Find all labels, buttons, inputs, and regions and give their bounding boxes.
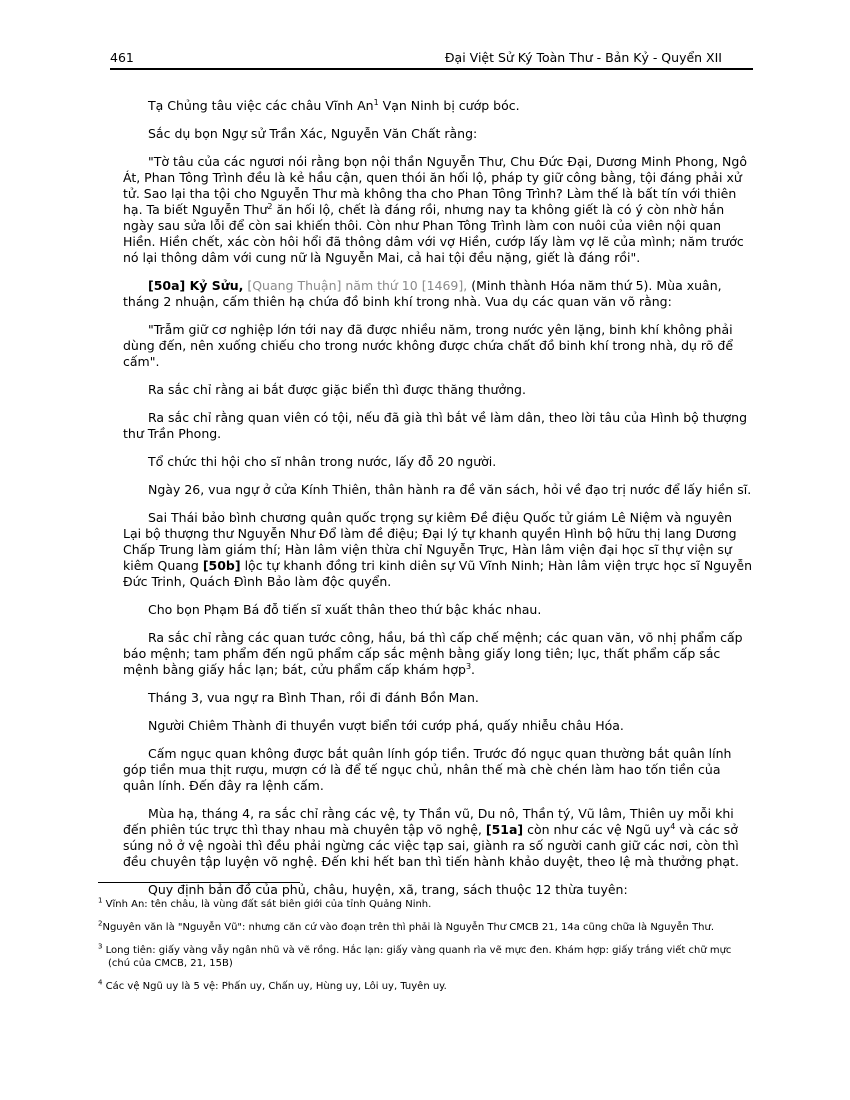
paragraph-16	[123, 806, 753, 870]
body-text	[123, 98, 753, 910]
text-run: còn như các vệ Ngũ uy	[523, 822, 671, 837]
footnote-4	[98, 980, 753, 993]
paragraph-11: Cho bọn Phạm Bá đỗ tiến sĩ xuất thân theo thứ bậc khác nhau.	[148, 602, 542, 617]
footnote-text: Nguyên văn là "Nguyễn Vũ": nhưng căn cứ vào đoạn trên thì phải là Nguyễn Thư CMCB 21, 14a cũng chữa là Nguyễn Thư.	[102, 922, 715, 933]
era-note: [Quang Thuận] năm thứ 10 [1469],	[243, 278, 468, 293]
text-run: .	[471, 662, 476, 677]
footnote-2	[98, 921, 753, 934]
text-run: Sai Thái bảo bình chương quân quốc trọng sự kiêm Đề điệu Quốc tử giám Lê Niệm và nguyên Lại bộ thượng thư Nguyễn Như Đổ làm đề điệu; Đại lý tự khanh quyền Hình bộ hữu thị lang Dương Chấp Trung làm giám thí; Hàn lâm viện thừa chỉ Nguyễn Trực, Hàn lâm viện đại học sĩ thự viện sự kiêm Quang	[123, 510, 737, 573]
text-run: (Minh thành Hóa năm thứ 5). Mùa xuân, tháng 2 nhuận, cấm thiên hạ chứa đồ binh khí trong nhà. Vua dụ các quan văn võ rằng:	[123, 278, 722, 309]
text-run: lộc tự khanh đồng tri kinh diên sự Vũ Vĩnh Ninh; Hàn lâm viện trực học sĩ Nguyễn Đức Trinh, Quách Đình Bảo làm độc quyển.	[123, 558, 753, 589]
footnote-ref-4[interactable]: 4	[670, 821, 676, 831]
footnote-mark: 2	[98, 919, 103, 928]
paragraph-17: Quy định bản đồ của phủ, châu, huyện, xã, trang, sách thuộc 12 thừa tuyên:	[148, 882, 628, 897]
paragraph-7: Ra sắc chỉ rằng quan viên có tội, nếu đã già thì bắt về làm dân, theo lời tâu của Hình bộ thượng thư Trần Phong.	[123, 410, 748, 441]
footnote-3	[98, 944, 753, 970]
folio-ref-51a: [51a]	[485, 822, 524, 837]
folio-ref-50b: [50b]	[202, 558, 241, 573]
text-run: Tạ Chủng tâu việc các châu Vĩnh An	[148, 98, 374, 113]
text-run: Vạn Ninh bị cướp bóc.	[378, 98, 520, 113]
footnote-text: Long tiên: giấy vàng vẫy ngân nhũ và vẽ rồng. Hắc lạn: giấy vàng quanh rìa vẽ mực đen. Khám hợp: giấy trắng viết chữ mực (chú của CMCB, 21, 15B)	[102, 945, 732, 969]
paragraph-9: Ngày 26, vua ngự ở cửa Kính Thiên, thân hành ra đề văn sách, hỏi về đạo trị nước để lấy hiền sĩ.	[148, 482, 752, 497]
paragraph-8: Tổ chức thi hội cho sĩ nhân trong nước, lấy đỗ 20 người.	[148, 454, 497, 469]
paragraph-14: Người Chiêm Thành đi thuyền vượt biển tới cướp phá, quấy nhiễu châu Hóa.	[148, 718, 624, 733]
footnote-mark: 1	[98, 896, 103, 905]
text-run: Mùa hạ, tháng 4, ra sắc chỉ rằng các vệ, ty Thần vũ, Du nô, Thần tý, Vũ lâm, Thiên uy mỗi khi đến phiên túc trực thì thay nhau mà chuyên tập võ nghệ,	[123, 806, 734, 837]
header-rule	[110, 68, 753, 70]
paragraph-4	[123, 278, 753, 310]
text-run: ăn hối lộ, chết là đáng rồi, nhưng nay ta không giết là có ý còn nhờ hắn ngày sau sửa lỗi để còn sai khiến thôi. Còn như Phan Tông Trình làm con nuôi của viên nội quan Hiền. Hiền chết, xác còn hôi hổi đã thông dâm với vợ Hiền, cướp lấy làm vợ lẽ của mình; năm trước nó lại thông dâm với cung nữ là Nguyễn Mai, cả hai tội đều nặng, giết là đáng rồi".	[123, 202, 744, 265]
footnote-mark: 4	[98, 978, 103, 987]
paragraph-10	[123, 510, 753, 590]
footnote-ref-2[interactable]: 2	[267, 201, 273, 211]
paragraph-1	[123, 98, 753, 114]
paragraph-3	[123, 154, 753, 266]
paragraph-5: "Trẫm giữ cơ nghiệp lớn tới nay đã được nhiều năm, trong nước yên lặng, binh khí không phải dùng đến, nên xuống chiếu cho trong nước không được chứa chất đồ binh khí trong nhà, dụ rõ để cấm".	[123, 322, 734, 369]
paragraph-2: Sắc dụ bọn Ngự sử Trần Xác, Nguyễn Văn Chất rằng:	[148, 126, 478, 141]
paragraph-6: Ra sắc chỉ rằng ai bắt được giặc biển thì được thăng thưởng.	[148, 382, 526, 397]
footnote-ref-1[interactable]: 1	[373, 97, 379, 107]
footnote-1	[98, 898, 753, 911]
paragraph-13: Tháng 3, vua ngự ra Bình Than, rồi đi đánh Bồn Man.	[148, 690, 479, 705]
paragraph-15: Cấm ngục quan không được bắt quân lính góp tiền. Trước đó ngục quan thường bắt quân lính góp tiền mua thịt rượu, mượn cớ là để tế ngục chủ, nhân thế mà chè chén làm hao tốn tiền của quân lính. Đến đây ra lệnh cấm.	[123, 746, 732, 793]
text-run: và các sở súng nỏ ở vệ ngoài thì đều phải ngừng các việc tạp sai, giành ra số người canh giữ các nơi, còn thì đều chuyên tập luyện võ nghệ. Đến khi hết ban thì tiến hành khảo duyệt, theo lệ mà thưởng phạt.	[123, 822, 739, 869]
running-title: Đại Việt Sử Ký Toàn Thư - Bản Kỷ - Quyển XII	[444, 50, 722, 65]
footnote-text: Các vệ Ngũ uy là 5 vệ: Phấn uy, Chấn uy, Hùng uy, Lôi uy, Tuyên uy.	[102, 981, 447, 992]
text-run: "Tờ tâu của các ngươi nói rằng bọn nội thần Nguyễn Thư, Chu Đức Đại, Dương Minh Phong, Ngô Át, Phan Tông Trình đều là kẻ hầu cận, quen thói ăn hối lộ, pháp ty giữ công bằng, tội đáng phải xử tử. Sao lại tha tội cho Nguyễn Thư mà không tha cho Phan Tông Trình? Làm thế là bất tín với thiên hạ. Ta biết Nguyễn Thư	[123, 154, 747, 217]
footnote-mark: 3	[98, 942, 103, 951]
text-run: Ra sắc chỉ rằng các quan tước công, hầu, bá thì cấp chế mệnh; các quan văn, võ nhị phẩm cấp báo mệnh; tam phẩm đến ngũ phẩm cấp sắc mệnh bằng giấy long tiên; lục, thất phẩm cấp sắc mệnh bằng giấy hắc lạn; bát, cửu phẩm cấp khám hợp	[123, 630, 743, 677]
footnotes	[98, 898, 753, 1003]
page-header	[110, 50, 752, 68]
footnote-ref-3[interactable]: 3	[465, 661, 472, 671]
paragraph-12	[123, 630, 753, 678]
footnote-text: Vĩnh An: tên châu, là vùng đất sát biên giới của tỉnh Quảng Ninh.	[102, 899, 432, 910]
folio-ref-50a: [50a] Kỷ Sửu,	[148, 278, 244, 293]
page-number: 461	[110, 50, 134, 65]
footnote-separator	[98, 882, 300, 883]
